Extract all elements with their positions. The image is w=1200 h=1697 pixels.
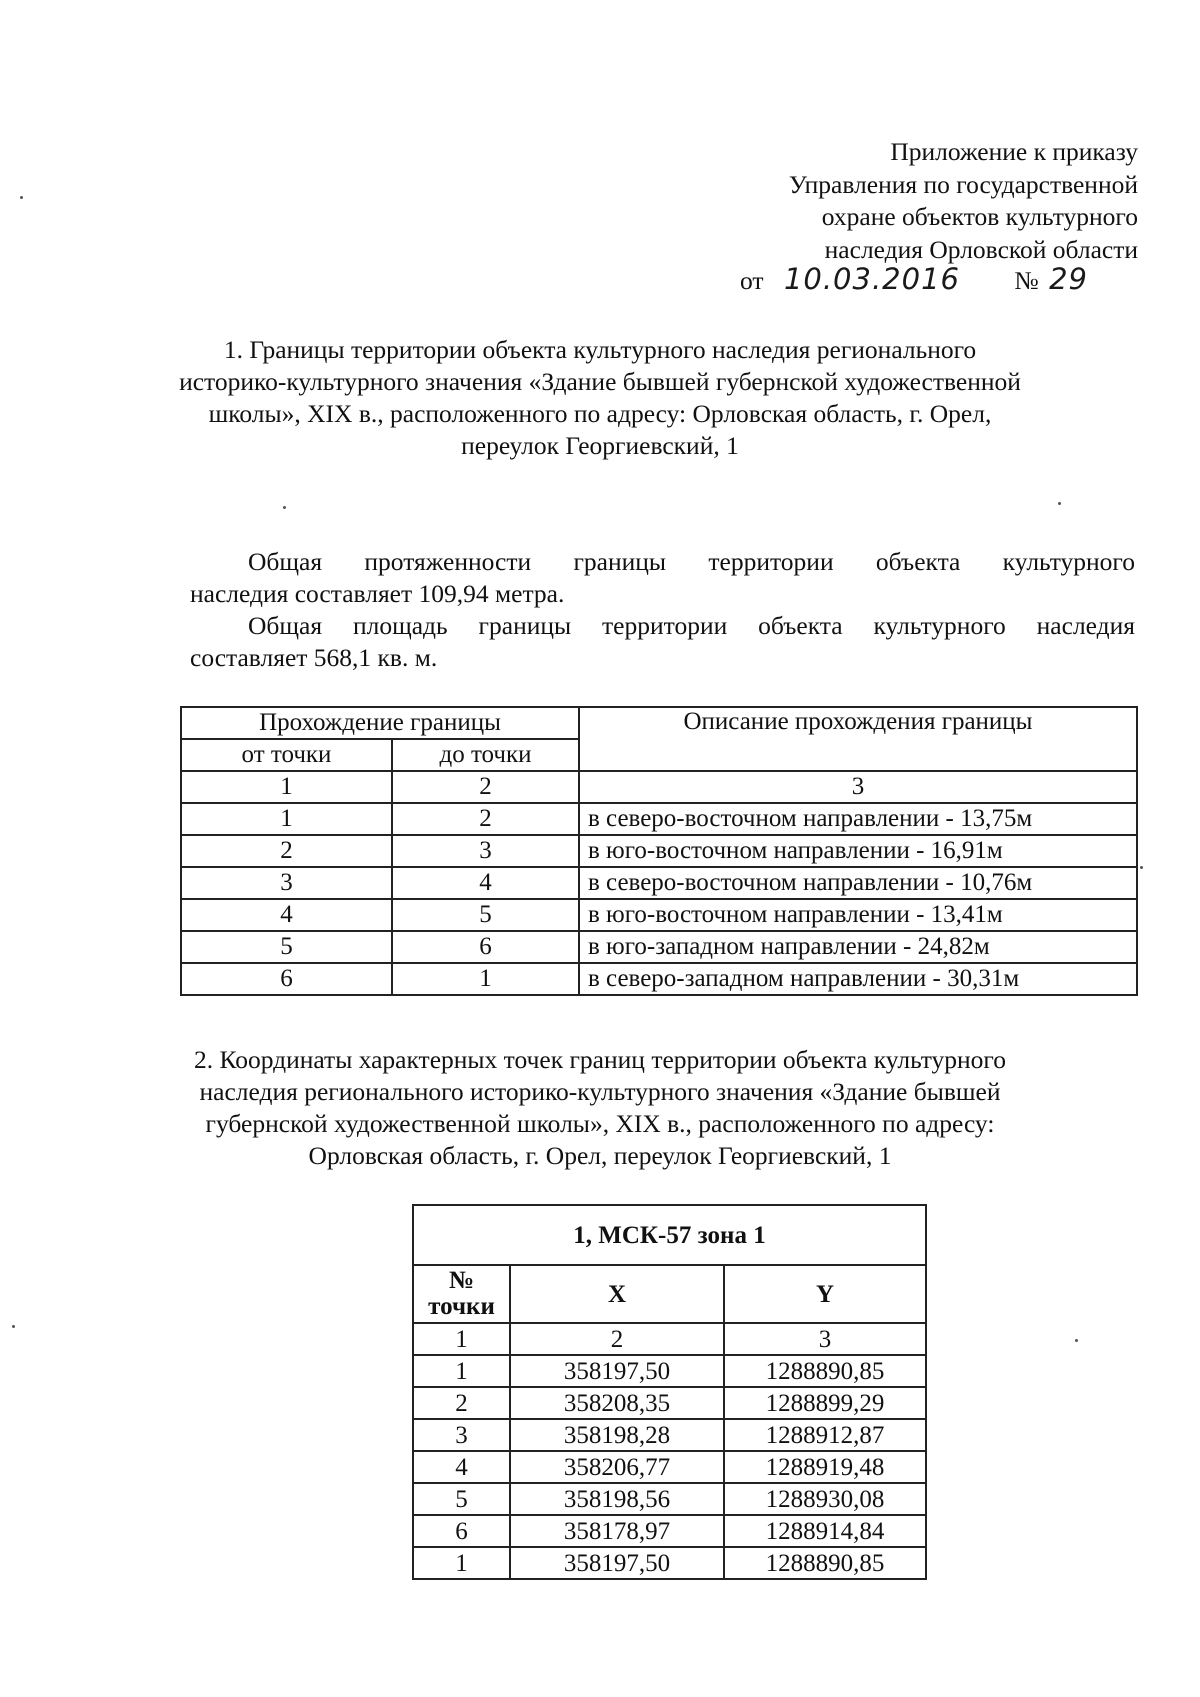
area-paragraph <box>190 610 1135 674</box>
handwritten-number: 29 <box>1049 262 1088 296</box>
table-row <box>181 931 1137 963</box>
point-number-cell: 2 <box>413 1387 510 1419</box>
point-number-cell: 4 <box>413 1451 510 1483</box>
to-cell: 1 <box>392 963 579 995</box>
description-cell: в северо-западном направлении - 30,31м <box>579 963 1137 995</box>
number-prefix: № <box>1014 266 1039 295</box>
header-line: охране объектов культурного <box>821 202 1138 231</box>
paragraph-line: Общая протяженности границы территории объекта культурного <box>248 547 1135 576</box>
from-cell: 4 <box>181 899 392 931</box>
handwritten-date: 10.03.2016 <box>783 262 960 296</box>
header-description: Описание прохождения границы <box>579 707 1137 771</box>
table-row <box>413 1419 926 1451</box>
description-cell: в юго-западном направлении - 24,82м <box>579 931 1137 963</box>
to-cell: 3 <box>392 835 579 867</box>
paragraph-line: Общая площадь границы территории объекта культурного наследия <box>248 611 1135 640</box>
section2-title <box>150 1044 1050 1172</box>
from-cell: 2 <box>181 835 392 867</box>
title-line: школы», XIX в., расположенного по адресу: Орловская область, г. Орел, <box>208 399 992 428</box>
scan-speck <box>1140 866 1143 869</box>
point-number-cell: 6 <box>413 1515 510 1547</box>
order-date-line <box>740 262 1088 296</box>
header-point-number <box>413 1265 510 1323</box>
table-cell: 1 <box>181 771 392 803</box>
title-line: Орловская область, г. Орел, переулок Георгиевский, 1 <box>308 1141 892 1170</box>
table-row <box>181 803 1137 835</box>
table-row <box>413 1387 926 1419</box>
point-number-cell: 5 <box>413 1483 510 1515</box>
description-cell: в северо-восточном направлении - 10,76м <box>579 867 1137 899</box>
table-row <box>413 1547 926 1579</box>
from-cell: 3 <box>181 867 392 899</box>
table-header-row <box>181 707 1137 739</box>
point-number-cell: 3 <box>413 1419 510 1451</box>
to-cell: 2 <box>392 803 579 835</box>
title-line: историко-культурного значения «Здание бывшей губернской художественной <box>179 367 1021 396</box>
appendix-header <box>640 136 1138 266</box>
table-row <box>413 1355 926 1387</box>
point-number-cell: 1 <box>413 1547 510 1579</box>
coordinate-system-title: 1, МСК-57 зона 1 <box>413 1205 926 1265</box>
x-cell: 358198,28 <box>510 1419 724 1451</box>
date-prefix: от <box>740 266 764 295</box>
paragraph-line: составляет 568,1 кв. м. <box>190 643 438 672</box>
header-line: наследия Орловской области <box>824 234 1138 264</box>
table-row <box>181 867 1137 899</box>
header-line: Управления по государственной <box>788 169 1138 199</box>
boundary-table <box>180 706 1138 996</box>
y-cell: 1288912,87 <box>724 1419 926 1451</box>
table-row <box>181 963 1137 995</box>
table-row <box>413 1515 926 1547</box>
description-cell: в юго-восточном направлении - 16,91м <box>579 835 1137 867</box>
coordinates-table <box>412 1204 927 1580</box>
header-point-number-word: точки <box>428 1293 495 1320</box>
header-x: X <box>510 1265 724 1323</box>
table-cell: 3 <box>579 771 1137 803</box>
table-row <box>413 1451 926 1483</box>
header-to-point: до точки <box>392 739 579 771</box>
table-header-row <box>413 1265 926 1323</box>
header-point-number-symbol: № <box>448 1267 475 1294</box>
point-number-cell: 1 <box>413 1355 510 1387</box>
to-cell: 6 <box>392 931 579 963</box>
header-boundary-passage: Прохождение границы <box>181 707 579 739</box>
title-line: 1. Границы территории объекта культурного наследия регионального <box>223 335 977 364</box>
y-cell: 1288899,29 <box>724 1387 926 1419</box>
description-cell: в юго-восточном направлении - 13,41м <box>579 899 1137 931</box>
from-cell: 6 <box>181 963 392 995</box>
table-cell: 3 <box>724 1323 926 1355</box>
x-cell: 358197,50 <box>510 1355 724 1387</box>
y-cell: 1288914,84 <box>724 1515 926 1547</box>
scan-speck <box>12 1325 15 1328</box>
x-cell: 358198,56 <box>510 1483 724 1515</box>
title-line: наследия регионального историко-культурного значения «Здание бывшей <box>199 1077 1001 1106</box>
y-cell: 1288930,08 <box>724 1483 926 1515</box>
x-cell: 358206,77 <box>510 1451 724 1483</box>
x-cell: 358178,97 <box>510 1515 724 1547</box>
table-cell: 2 <box>510 1323 724 1355</box>
header-line: Приложение к приказу <box>890 137 1138 166</box>
table-numbering-row <box>413 1323 926 1355</box>
scan-speck <box>283 506 286 509</box>
length-paragraph <box>190 546 1135 610</box>
to-cell: 4 <box>392 867 579 899</box>
from-cell: 1 <box>181 803 392 835</box>
table-row <box>181 835 1137 867</box>
description-cell: в северо-восточном направлении - 13,75м <box>579 803 1137 835</box>
y-cell: 1288890,85 <box>724 1547 926 1579</box>
table-row <box>181 899 1137 931</box>
scan-speck <box>1058 502 1061 505</box>
to-cell: 5 <box>392 899 579 931</box>
scan-speck <box>1075 1339 1078 1342</box>
y-cell: 1288890,85 <box>724 1355 926 1387</box>
x-cell: 358197,50 <box>510 1547 724 1579</box>
x-cell: 358208,35 <box>510 1387 724 1419</box>
table-cell: 2 <box>392 771 579 803</box>
table-row <box>413 1483 926 1515</box>
table-numbering-row <box>181 771 1137 803</box>
table-title-row <box>413 1205 926 1265</box>
scan-speck <box>20 196 23 199</box>
header-y: Y <box>724 1265 926 1323</box>
y-cell: 1288919,48 <box>724 1451 926 1483</box>
header-from-point: от точки <box>181 739 392 771</box>
title-line: 2. Координаты характерных точек границ территории объекта культурного <box>193 1045 1007 1074</box>
section1-title <box>150 334 1050 462</box>
title-line: губернской художественной школы», XIX в., расположенного по адресу: <box>205 1109 995 1138</box>
from-cell: 5 <box>181 931 392 963</box>
title-line: переулок Георгиевский, 1 <box>461 431 739 460</box>
paragraph-line: наследия составляет 109,94 метра. <box>190 579 565 608</box>
table-cell: 1 <box>413 1323 510 1355</box>
